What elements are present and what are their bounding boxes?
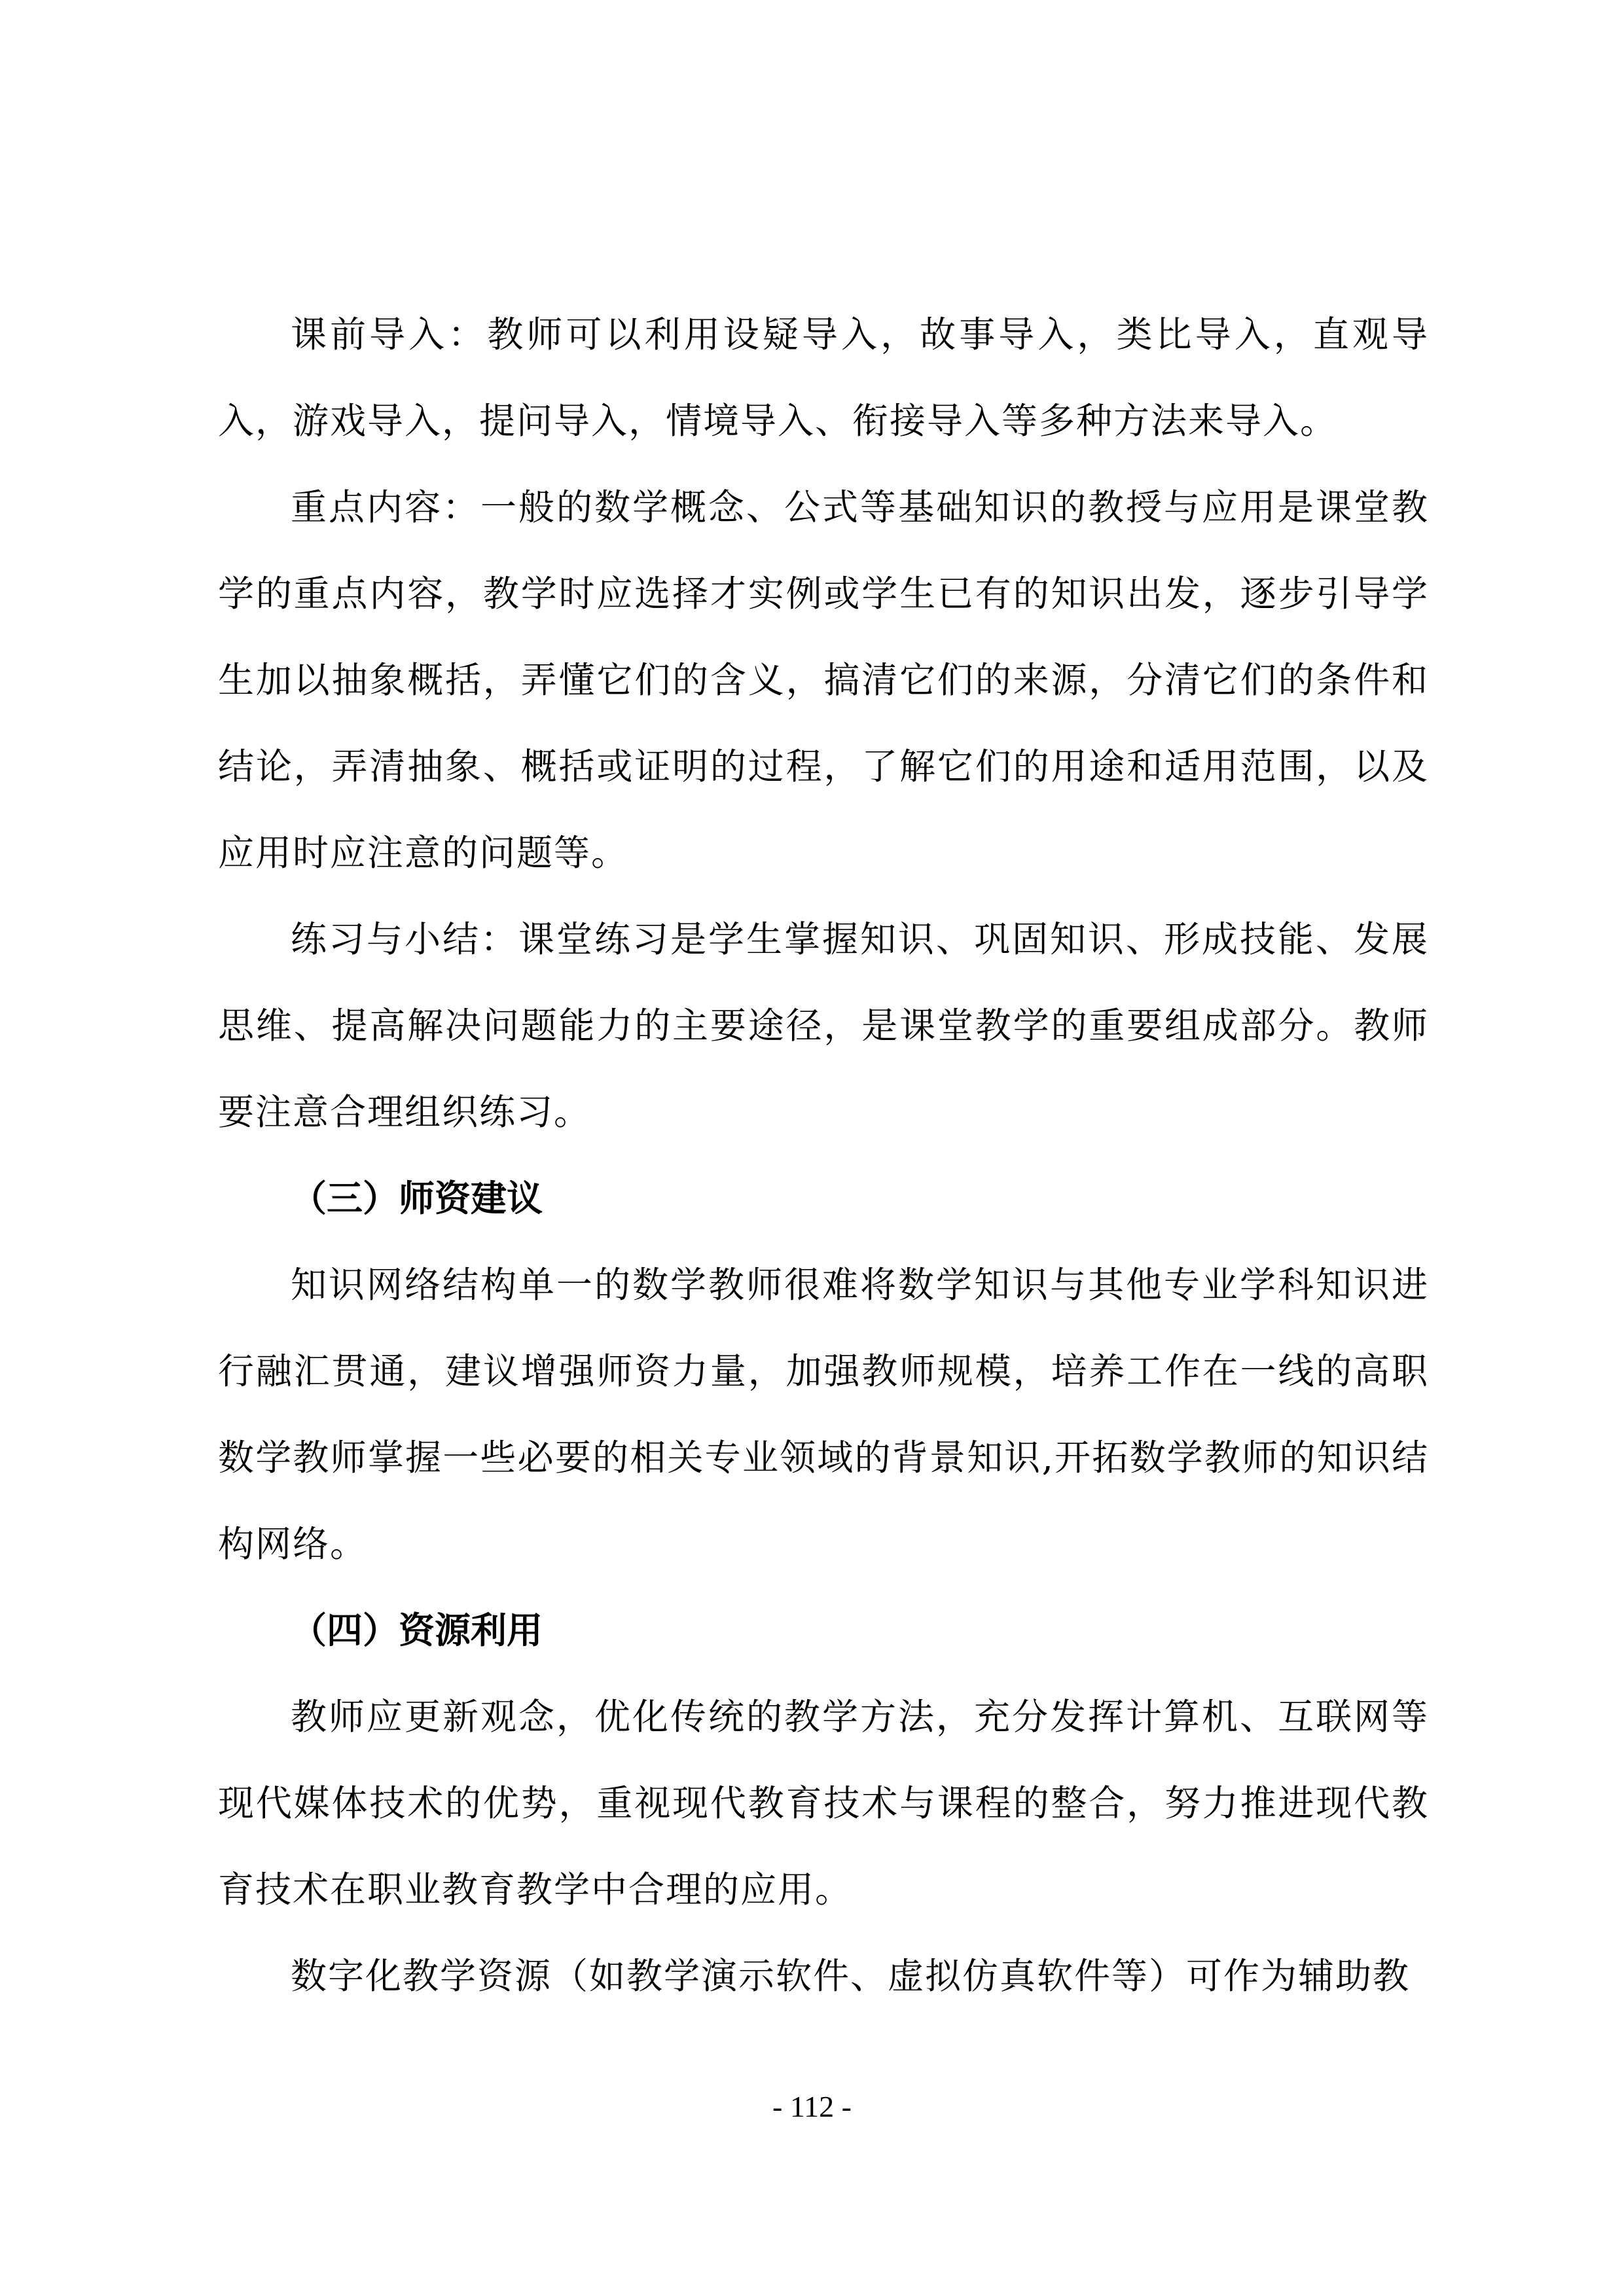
paragraph-resource-update: 教师应更新观念，优化传统的教学方法，充分发挥计算机、互联网等现代媒体技术的优势，重视现代教育技术与课程的整合，努力推进现代教育技术在职业教育教学中合理的应用。 [218, 1696, 1429, 1910]
paragraph-lesson-intro: 课前导入：教师可以利用设疑导入，故事导入，类比导入，直观导入，游戏导入，提问导入，情境导入、衔接导入等多种方法来导入。 [218, 314, 1429, 442]
paragraph-digital-resources: 数字化教学资源（如教学演示软件、虚拟仿真软件等）可作为辅助教 [291, 1955, 1411, 1997]
paragraph-teacher-advice: 知识网络结构单一的数学教师很难将数学知识与其他专业学科知识进行融汇贯通，建议增强师资力量，加强教师规模，培养工作在一线的高职数学教师掌握一些必要的相关专业领域的背景知识,开拓数学教师的知识结构网络。 [218, 1264, 1429, 1565]
paragraph-practice-summary: 练习与小结：课堂练习是学生掌握知识、巩固知识、形成技能、发展思维、提高解决问题能力的主要途径，是课堂教学的重要组成部分。教师要注意合理组织练习。 [218, 918, 1429, 1133]
section-heading-teachers: （三）师资建议 [291, 1177, 543, 1219]
paragraph-key-content: 重点内容：一般的数学概念、公式等基础知识的教授与应用是课堂教学的重点内容，教学时应选择才实例或学生已有的知识出发，逐步引导学生加以抽象概括，弄懂它们的含义，搞清它们的来源，分清它们的条件和结论，弄清抽象、概括或证明的过程，了解它们的用途和适用范围，以及应用时应注意的问题等。 [218, 486, 1429, 874]
page-number: - 112 - [772, 2090, 852, 2123]
page-content [218, 291, 1429, 2019]
section-heading-resources: （四）资源利用 [291, 1609, 543, 1651]
